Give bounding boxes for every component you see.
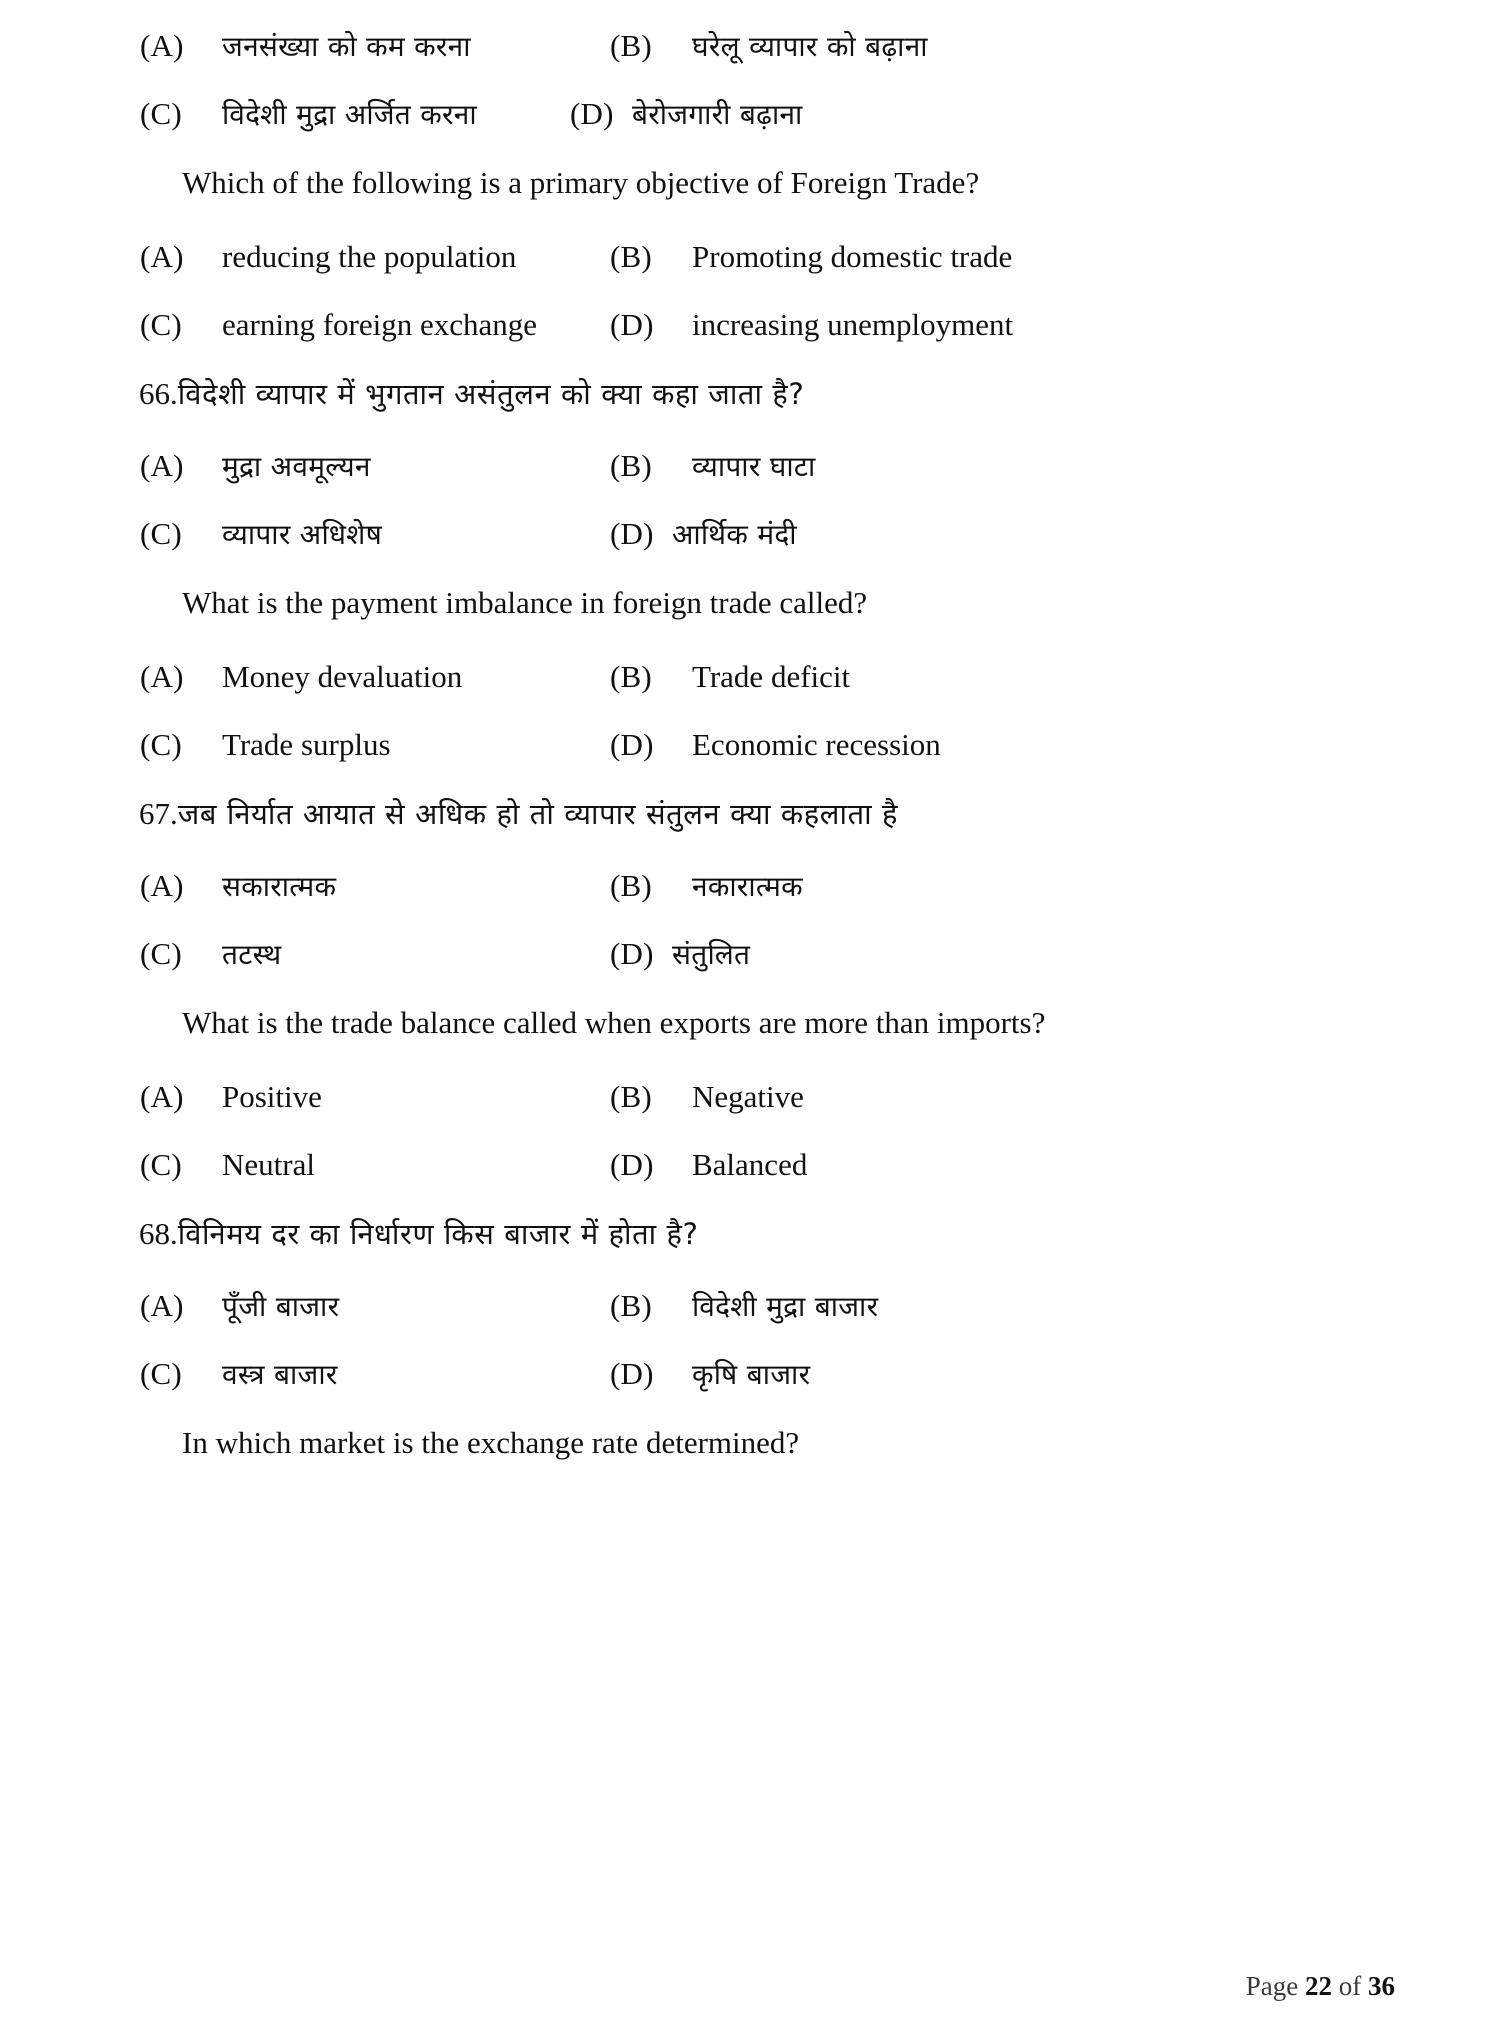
option-text-c: विदेशी मुद्रा अर्जित करना — [222, 98, 477, 131]
page-content — [140, 28, 1370, 1498]
option-text-a: reducing the population — [222, 239, 517, 274]
question-stem-hi-66 — [140, 374, 1370, 448]
option-c — [140, 726, 610, 763]
question-stem-en — [140, 584, 1370, 658]
option-label-b: (B) — [610, 448, 652, 483]
option-text-b: विदेशी मुद्रा बाजार — [692, 1290, 879, 1323]
option-d — [610, 726, 1370, 763]
option-d — [610, 306, 1370, 343]
option-label-c: (C) — [140, 96, 182, 131]
option-text-b: Trade deficit — [692, 659, 851, 694]
option-row — [140, 1078, 1370, 1146]
question-stem-en — [140, 164, 1370, 238]
question-stem-text: What is the trade balance called when exports are more than imports? — [182, 1005, 1046, 1040]
question-stem-text: Which of the following is a primary objective of Foreign Trade? — [182, 165, 980, 200]
option-label-b: (B) — [610, 1079, 652, 1114]
question-stem-text: जब निर्यात आयात से अधिक हो तो व्यापार संतुलन क्या कहलाता है — [177, 797, 899, 831]
option-text-c: वस्त्र बाजार — [222, 1358, 338, 1391]
option-text-a: Positive — [222, 1079, 322, 1114]
option-text-d: Balanced — [692, 1147, 808, 1182]
option-c — [140, 516, 610, 552]
option-label-d: (D) — [610, 936, 654, 971]
option-text-b: घरेलू व्यापार को बढ़ाना — [692, 30, 928, 63]
option-d — [610, 1146, 1370, 1183]
option-row — [140, 726, 1370, 794]
option-text-a: पूँजी बाजार — [222, 1290, 340, 1323]
option-label-a: (A) — [140, 1079, 184, 1114]
option-text-c: तटस्थ — [222, 938, 282, 971]
option-text-d: कृषि बाजार — [692, 1358, 811, 1391]
option-text-c: व्यापार अधिशेष — [222, 518, 383, 551]
option-text-a: Money devaluation — [222, 659, 463, 694]
option-text-b: Promoting domestic trade — [692, 239, 1013, 274]
question-number: 66. — [139, 376, 178, 411]
option-text-c: Trade surplus — [222, 727, 391, 762]
option-label-b: (B) — [610, 239, 652, 274]
option-label-a: (A) — [140, 659, 184, 694]
option-d — [610, 516, 1370, 552]
option-label-c: (C) — [140, 727, 182, 762]
option-label-c: (C) — [140, 516, 182, 551]
option-a — [140, 868, 610, 904]
option-text-c: earning foreign exchange — [222, 307, 538, 342]
option-a — [140, 238, 610, 275]
option-label-b: (B) — [610, 659, 652, 694]
option-c — [140, 1146, 610, 1183]
option-a — [140, 1288, 610, 1324]
option-c — [140, 306, 610, 343]
option-row — [140, 238, 1370, 306]
option-label-a: (A) — [140, 868, 184, 903]
footer-current-page: 22 — [1305, 1971, 1332, 2001]
option-text-b: Negative — [692, 1079, 804, 1114]
footer-prefix: Page — [1245, 1971, 1305, 2001]
question-stem-en — [140, 1424, 1370, 1498]
option-text-d: increasing unemployment — [692, 307, 1014, 342]
option-a — [140, 448, 610, 484]
option-label-d: (D) — [570, 96, 614, 131]
question-stem-text: In which market is the exchange rate determined? — [182, 1425, 800, 1460]
question-stem-hi-68 — [140, 1214, 1370, 1288]
option-text-d: Economic recession — [692, 727, 941, 762]
option-label-a: (A) — [140, 1288, 184, 1323]
question-stem-text: What is the payment imbalance in foreign trade called? — [182, 585, 868, 620]
option-row — [140, 448, 1370, 516]
option-row — [140, 1146, 1370, 1214]
question-stem-hi-67 — [140, 794, 1370, 868]
option-text-c: Neutral — [222, 1147, 315, 1182]
option-label-a: (A) — [140, 28, 184, 63]
footer-total-pages: 36 — [1368, 1971, 1395, 2001]
option-c — [140, 1356, 610, 1392]
option-text-d: आर्थिक मंदी — [672, 518, 797, 551]
option-label-a: (A) — [140, 239, 184, 274]
option-label-c: (C) — [140, 1147, 182, 1182]
option-c — [140, 936, 610, 972]
option-b — [610, 238, 1370, 275]
footer-middle: of — [1332, 1971, 1368, 2001]
option-b — [610, 658, 1370, 695]
option-a — [140, 658, 610, 695]
question-stem-text: विनिमय दर का निर्धारण किस बाजार में होता है? — [177, 1217, 699, 1251]
option-row — [140, 306, 1370, 374]
option-text-a: मुद्रा अवमूल्यन — [222, 450, 371, 483]
option-c — [140, 96, 570, 132]
option-label-d: (D) — [610, 727, 654, 762]
option-b — [610, 448, 1370, 484]
option-d — [610, 936, 1370, 972]
option-d — [610, 1356, 1370, 1392]
option-row — [140, 936, 1370, 1004]
option-b — [610, 1288, 1370, 1324]
option-row — [140, 658, 1370, 726]
option-label-b: (B) — [610, 28, 652, 63]
option-label-b: (B) — [610, 1288, 652, 1323]
option-row — [140, 868, 1370, 936]
option-text-a: सकारात्मक — [222, 870, 337, 903]
option-d — [570, 96, 1370, 132]
option-label-d: (D) — [610, 307, 654, 342]
option-row — [140, 96, 1370, 164]
option-label-c: (C) — [140, 1356, 182, 1391]
option-a — [140, 28, 610, 64]
question-stem-text: विदेशी व्यापार में भुगतान असंतुलन को क्या कहा जाता है? — [177, 377, 805, 411]
option-text-a: जनसंख्या को कम करना — [222, 30, 471, 63]
option-row — [140, 28, 1370, 96]
option-label-d: (D) — [610, 1147, 654, 1182]
question-number: 68. — [139, 1216, 178, 1251]
option-label-b: (B) — [610, 868, 652, 903]
option-text-b: व्यापार घाटा — [692, 450, 816, 483]
option-label-c: (C) — [140, 936, 182, 971]
option-b — [610, 28, 1370, 64]
option-b — [610, 868, 1370, 904]
option-b — [610, 1078, 1370, 1115]
option-row — [140, 1356, 1370, 1424]
option-text-b: नकारात्मक — [692, 870, 803, 903]
option-label-a: (A) — [140, 448, 184, 483]
option-a — [140, 1078, 610, 1115]
option-label-c: (C) — [140, 307, 182, 342]
option-row — [140, 1288, 1370, 1356]
option-label-d: (D) — [610, 516, 654, 551]
option-row — [140, 516, 1370, 584]
question-number: 67. — [139, 796, 178, 831]
page-footer — [1246, 1971, 1395, 2002]
question-stem-en — [140, 1004, 1370, 1078]
option-label-d: (D) — [610, 1356, 654, 1391]
option-text-d: संतुलित — [672, 938, 751, 971]
option-text-d: बेरोजगारी बढ़ाना — [632, 98, 803, 131]
